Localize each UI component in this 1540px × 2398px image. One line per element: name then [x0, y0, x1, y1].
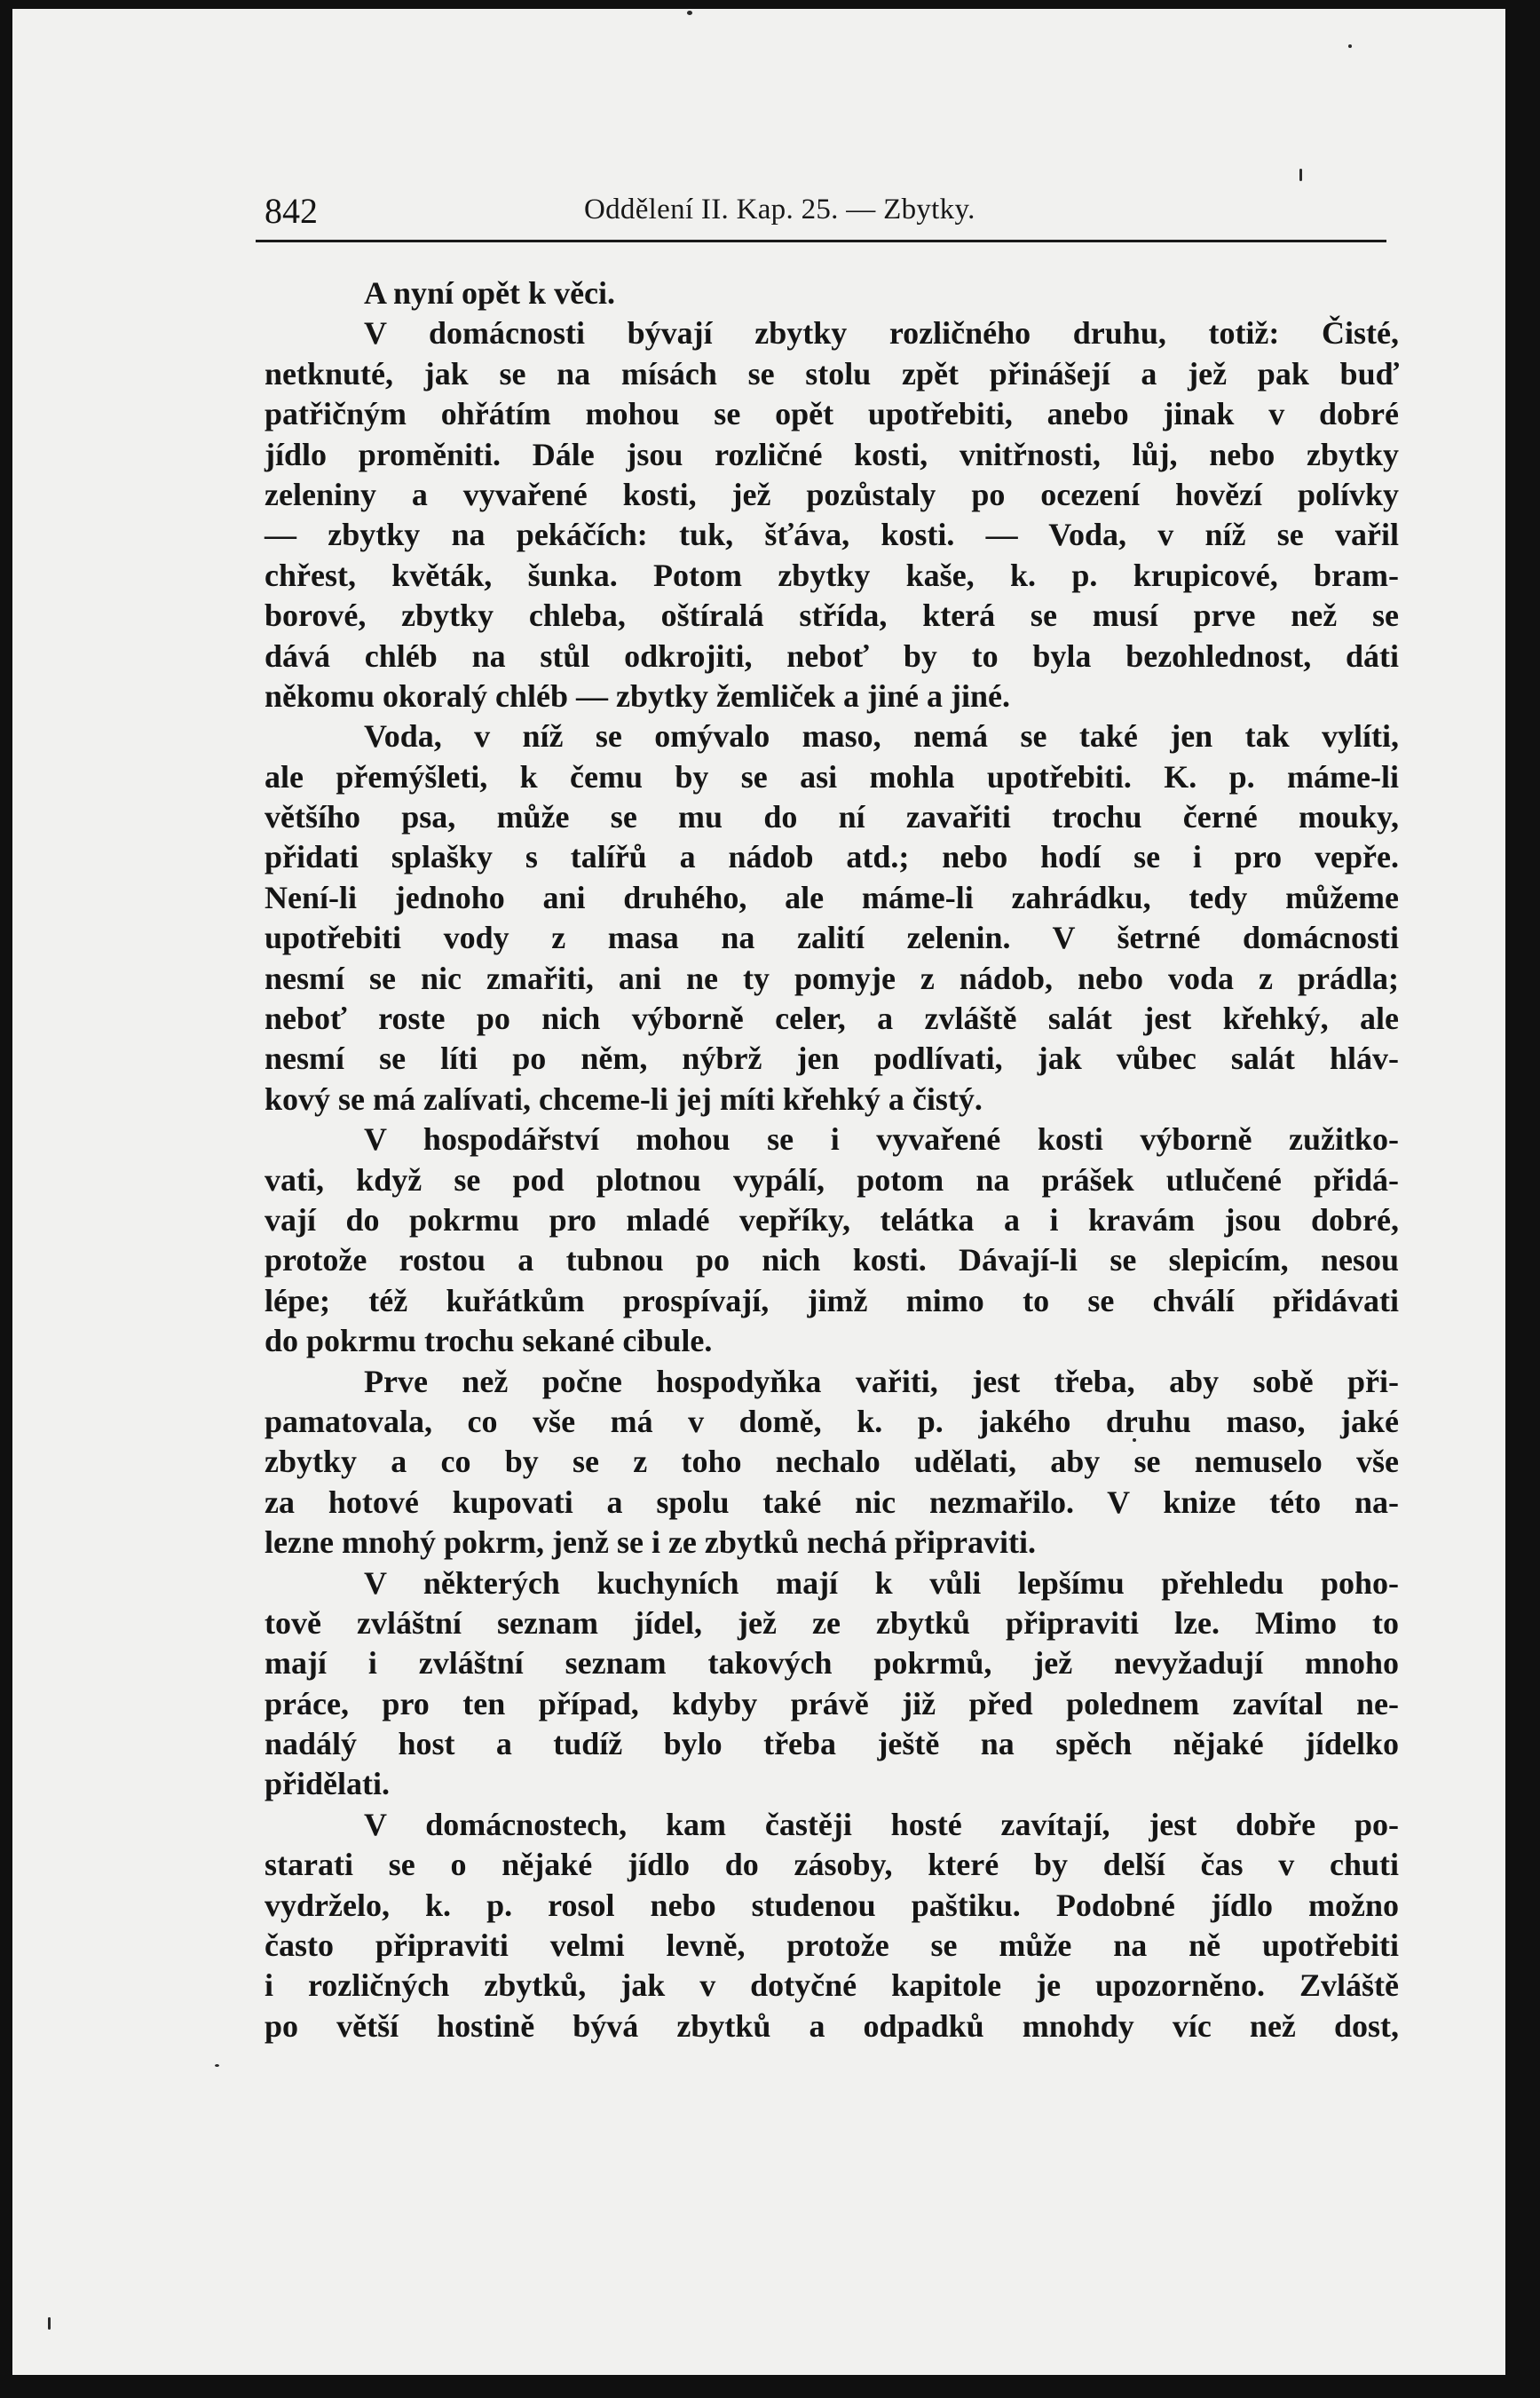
text-line: mají i zvláštní seznam takových pokrmů, jež nevyžadují mnoho — [265, 1645, 1399, 1682]
text-line: i rozličných zbytků, jak v dotyčné kapitole je upozorněno. Zvláště — [265, 1967, 1399, 2004]
page-header — [256, 183, 1386, 242]
text-line: kový se má zalívati, chceme-li jej míti křehký a čistý. — [265, 1080, 983, 1117]
text-line: nesmí se líti po něm, nýbrž jen podlívati, jak vůbec salát hláv- — [265, 1041, 1399, 1077]
text-line: vydrželo, k. p. rosol nebo studenou paštiku. Podobné jídlo možno — [265, 1887, 1399, 1923]
text-line: za hotové kupovati a spolu také nic nezmařilo. V knize této na- — [265, 1484, 1399, 1520]
text-line: Voda, v níž se omývalo maso, nemá se také jen tak vylíti, — [364, 718, 1399, 755]
text-line: zbytky a co by se z toho nechalo udělati, aby se nemuselo vše — [265, 1444, 1399, 1480]
text-line: jídlo proměniti. Dále jsou rozličné kosti, vnitřnosti, lůj, nebo zbytky — [265, 436, 1399, 472]
text-line: V hospodářství mohou se i vyvařené kosti výborně zužitko- — [364, 1121, 1399, 1158]
text-line: upotřebiti vody z masa na zalití zelenin. V šetrné domácnosti — [265, 920, 1399, 956]
running-head: Oddělení II. Kap. 25. — Zbytky. — [584, 194, 975, 226]
text-line: Prve než počne hospodyňka vařiti, jest třeba, aby sobě při- — [364, 1363, 1399, 1399]
text-line: zeleniny a vyvařené kosti, jež pozůstaly po ocezení hovězí polívky — [265, 476, 1399, 512]
text-line: přidělati. — [265, 1766, 390, 1802]
text-line: lépe; též kuřátkům prospívají, jimž mimo to se chválí přidávati — [265, 1282, 1399, 1318]
text-line: do pokrmu trochu sekané cibule. — [265, 1323, 713, 1359]
text-line: V některých kuchyních mají k vůli lepšímu přehledu poho- — [364, 1564, 1399, 1601]
text-line: V domácnostech, kam častěji hosté zavítají, jest dobře po- — [364, 1806, 1399, 1842]
text-line: patřičným ohřátím mohou se opět upotřebiti, anebo jinak v dobré — [265, 396, 1399, 432]
ink-speck — [1299, 169, 1302, 181]
body-text — [265, 273, 1399, 2046]
text-line: netknuté, jak se na mísách se stolu zpět přinášejí a jež pak buď — [265, 355, 1399, 392]
text-line: vají do pokrmu pro mladé vepříky, telátka a i kravám jsou dobré, — [265, 1201, 1399, 1238]
page-number: 842 — [265, 191, 318, 231]
text-line: nesmí se nic zmařiti, ani ne ty pomyje z nádob, nebo voda z prádla; — [265, 960, 1399, 996]
text-line: lezne mnohý pokrm, jenž se i ze zbytků nechá připraviti. — [265, 1524, 1036, 1561]
ink-speck — [1348, 44, 1352, 48]
ink-speck — [48, 2317, 51, 2330]
text-line: práce, pro ten případ, kdyby právě již před polednem zavítal ne- — [265, 1685, 1399, 1721]
text-line: starati se o nějaké jídlo do zásoby, které by delší čas v chuti — [265, 1847, 1399, 1883]
text-line: protože rostou a tubnou po nich kosti. Dávají-li se slepicím, nesou — [265, 1242, 1399, 1278]
text-line: neboť roste po nich výborně celer, a zvláště salát jest křehký, ale — [265, 1001, 1399, 1037]
text-line: nadálý host a tudíž bylo třeba ještě na spěch nějaké jídelko — [265, 1726, 1399, 1762]
text-line: pamatovala, co vše má v domě, k. p. jakého druhu maso, jaké — [265, 1403, 1399, 1439]
text-line: často připraviti velmi levně, protože se může na ně upotřebiti — [265, 1927, 1399, 1964]
text-line: vati, když se pod plotnou vypálí, potom na prášek utlučené přidá- — [265, 1161, 1399, 1198]
text-line: dává chléb na stůl odkrojiti, neboť by to byla bezohlednost, dáti — [265, 637, 1399, 674]
text-line: přidati splašky s talířů a nádob atd.; nebo hodí se i pro vepře. — [265, 839, 1399, 875]
text-line: A nyní opět k věci. — [364, 275, 616, 311]
text-line: V domácnosti bývají zbytky rozličného druhu, totiž: Čisté, — [364, 315, 1399, 352]
text-line: borové, zbytky chleba, oštíralá střída, která se musí prve než se — [265, 598, 1399, 634]
text-line: tově zvláštní seznam jídel, jež ze zbytků připraviti lze. Mimo to — [265, 1604, 1399, 1641]
text-line: někomu okoralý chléb — zbytky žemliček a jiné a jiné. — [265, 677, 1010, 714]
text-line: většího psa, může se mu do ní zavařiti trochu černé mouky, — [265, 799, 1399, 835]
ink-speck — [215, 2064, 219, 2067]
text-line: — zbytky na pekáčích: tuk, šťáva, kosti. — Voda, v níž se vařil — [265, 517, 1399, 553]
text-line: chřest, květák, šunka. Potom zbytky kaše, k. p. krupicové, bram- — [265, 557, 1399, 593]
text-line: ale přemýšleti, k čemu by se asi mohla upotřebiti. K. p. máme-li — [265, 758, 1399, 795]
book-page — [12, 9, 1505, 2375]
text-line: Není-li jednoho ani druhého, ale máme-li zahrádku, tedy můžeme — [265, 879, 1399, 915]
text-line: po větší hostině bývá zbytků a odpadků mnohdy víc než dost, — [265, 2007, 1399, 2044]
ink-speck — [687, 11, 692, 15]
